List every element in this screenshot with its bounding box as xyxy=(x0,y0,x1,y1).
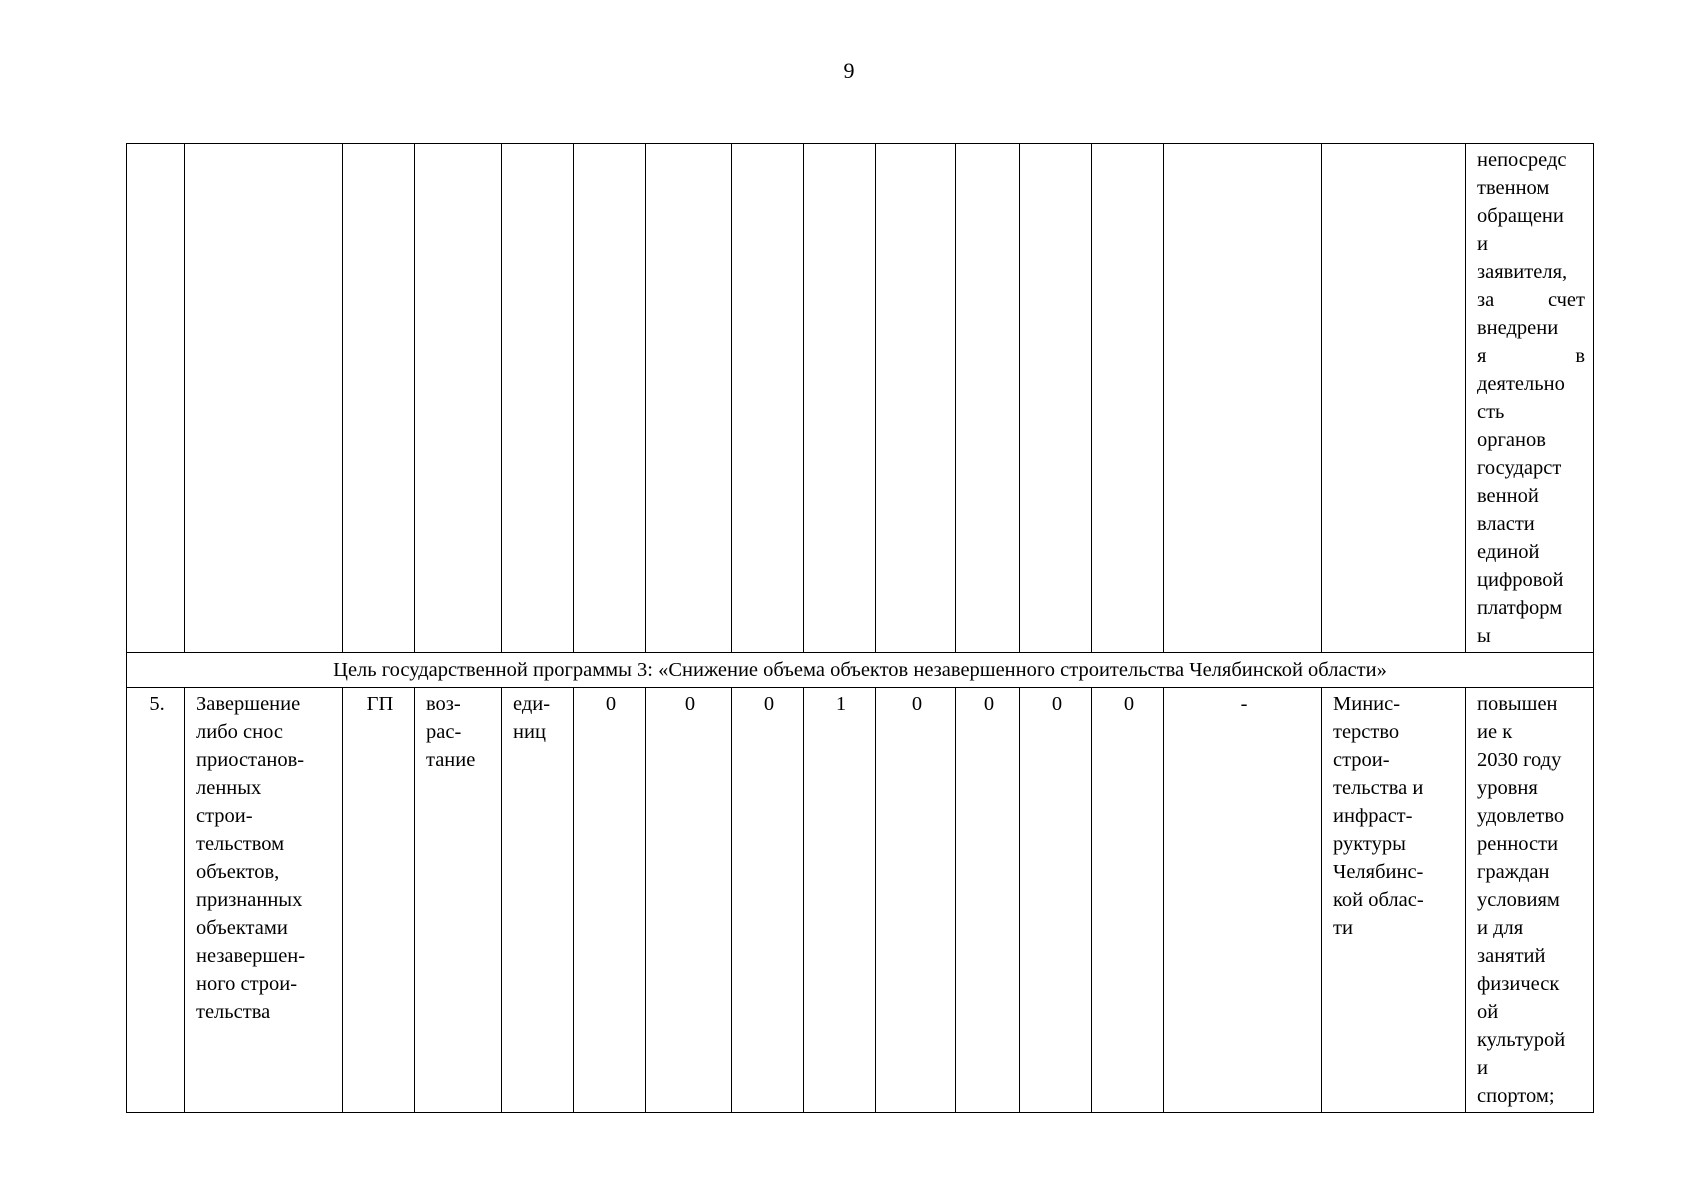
text-line: внедрени xyxy=(1477,317,1559,339)
justified-line xyxy=(1477,342,1585,370)
text-line: спортом; xyxy=(1477,1085,1555,1107)
text-line: 2030 году xyxy=(1477,749,1562,771)
text-line: условиям xyxy=(1477,889,1560,911)
empty-cell xyxy=(876,144,956,653)
text-line: сть xyxy=(1477,401,1505,423)
empty-cell xyxy=(1020,144,1092,653)
text-line: занятий xyxy=(1477,945,1546,967)
text-line: заявителя, xyxy=(1477,261,1568,283)
indicator-name-cell xyxy=(185,688,343,1113)
continued-result-cell xyxy=(1466,144,1594,653)
value-cell: 0 xyxy=(876,688,956,1113)
text-line: ренности xyxy=(1477,833,1559,855)
text-line: еди- xyxy=(513,693,551,715)
text-line: единой xyxy=(1477,541,1540,563)
text-line: строи- xyxy=(196,805,253,827)
value-cell: 0 xyxy=(1092,688,1164,1113)
text-word: я xyxy=(1477,345,1487,367)
text-line: граждан xyxy=(1477,861,1550,883)
unit-cell xyxy=(502,688,574,1113)
text-line: тание xyxy=(426,749,476,771)
value-cell: 1 xyxy=(804,688,876,1113)
dash-cell: - xyxy=(1164,688,1322,1113)
text-line: кой облас- xyxy=(1333,889,1424,911)
text-line: ой xyxy=(1477,1001,1499,1023)
value-cell: 0 xyxy=(1020,688,1092,1113)
text-line: государст xyxy=(1477,457,1562,479)
text-line: ти xyxy=(1333,917,1353,939)
text-line: ы xyxy=(1477,625,1491,647)
text-word: за xyxy=(1477,289,1495,311)
text-line: ниц xyxy=(513,721,546,743)
text-line: терство xyxy=(1333,721,1400,743)
text-line: Челябинс- xyxy=(1333,861,1424,883)
text-line: инфраст- xyxy=(1333,805,1413,827)
empty-cell xyxy=(1164,144,1322,653)
text-line: тельством xyxy=(196,833,285,855)
text-line: венной xyxy=(1477,485,1539,507)
text-line: воз- xyxy=(426,693,461,715)
text-line: Завершение xyxy=(196,693,301,715)
text-line: рас- xyxy=(426,721,462,743)
empty-cell xyxy=(732,144,804,653)
text-line: признанных xyxy=(196,889,303,911)
text-word: в xyxy=(1575,345,1585,367)
empty-cell xyxy=(502,144,574,653)
table-row xyxy=(127,688,1594,1113)
indicators-table xyxy=(126,143,1594,1113)
text-line: Минис- xyxy=(1333,693,1401,715)
result-cell xyxy=(1466,688,1594,1113)
text-line: и для xyxy=(1477,917,1524,939)
empty-cell xyxy=(415,144,502,653)
text-line: и xyxy=(1477,1057,1488,1079)
text-line: физическ xyxy=(1477,973,1560,995)
text-line: уровня xyxy=(1477,777,1538,799)
text-word: счет xyxy=(1547,289,1585,311)
text-line: руктуры xyxy=(1333,833,1406,855)
empty-cell xyxy=(956,144,1020,653)
value-cell: 0 xyxy=(956,688,1020,1113)
text-line: строи- xyxy=(1333,749,1390,771)
justified-line xyxy=(1477,286,1585,314)
empty-cell xyxy=(1092,144,1164,653)
text-line: тельства xyxy=(196,1001,271,1023)
empty-cell xyxy=(804,144,876,653)
row-number: 5. xyxy=(127,688,185,1113)
text-line: культурой xyxy=(1477,1029,1566,1051)
continued-row xyxy=(127,144,1594,653)
text-line: цифровой xyxy=(1477,569,1564,591)
text-line: тельства и xyxy=(1333,777,1424,799)
value-cell: 0 xyxy=(574,688,646,1113)
value-cell: 0 xyxy=(646,688,732,1113)
text-line: непосредс xyxy=(1477,149,1567,171)
empty-cell xyxy=(127,144,185,653)
text-line: объектов, xyxy=(196,861,280,883)
page-number: 9 xyxy=(843,58,855,83)
text-line: деятельно xyxy=(1477,373,1565,395)
goal-row xyxy=(127,653,1594,688)
responsible-cell xyxy=(1322,688,1466,1113)
text-line: органов xyxy=(1477,429,1546,451)
text-line: повышен xyxy=(1477,693,1558,715)
text-line: удовлетво xyxy=(1477,805,1565,827)
level-cell: ГП xyxy=(343,688,415,1113)
text-line: твенном xyxy=(1477,177,1550,199)
text-line: приостанов- xyxy=(196,749,305,771)
text-line: и xyxy=(1477,233,1488,255)
text-line: незавершен- xyxy=(196,945,306,967)
empty-cell xyxy=(185,144,343,653)
text-line: ие к xyxy=(1477,721,1513,743)
text-line: объектами xyxy=(196,917,288,939)
empty-cell xyxy=(343,144,415,653)
text-line: либо снос xyxy=(196,721,283,743)
text-line: обращени xyxy=(1477,205,1564,227)
text-line: платформ xyxy=(1477,597,1563,619)
text-line: ного строи- xyxy=(196,973,298,995)
empty-cell xyxy=(1322,144,1466,653)
empty-cell xyxy=(646,144,732,653)
empty-cell xyxy=(574,144,646,653)
direction-cell xyxy=(415,688,502,1113)
text-line: ленных xyxy=(196,777,262,799)
value-cell: 0 xyxy=(732,688,804,1113)
goal-heading: Цель государственной программы 3: «Снижение объема объектов незавершенного строительства Челябинской области» xyxy=(127,653,1594,688)
text-line: власти xyxy=(1477,513,1535,535)
